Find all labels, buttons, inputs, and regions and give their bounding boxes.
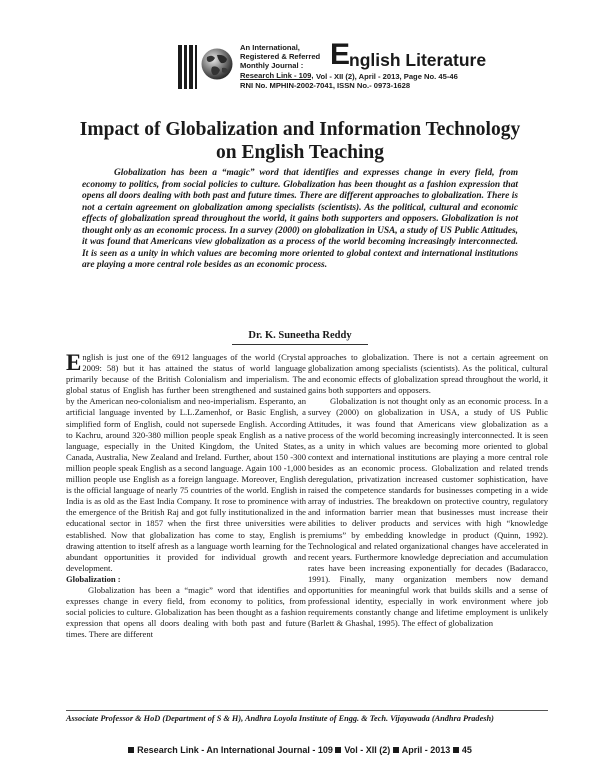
abstract: Globalization has been a “magic” word that identifies and expresses change in every field, from economy to politics, from social policies to culture. Globalization has been thought as a fashion expression that opens all doors dealing with both past and future times. There are different approaches to globalization. There is not a certain agreement on globalization among specialists (scientists). As the political, cultural and economic effects of globalization spread throughout the world, it gains both supporters and opposers. Globalization is not thought only as an economic process. In a survey (2000) on globalization in USA, a study of US Public Attitudes, it was found that Americans view globalization as a process of the world becoming increasingly interconnected. It is seen as a unity in which values are becoming more oriented to global context and international institutions are playing a more central role besides as an economic process. xyxy=(82,168,518,270)
paragraph-approaches: approaches to globalization. There is not a certain agreement on globalization among specialists (scientists). As the political, cultural and economic effects of globalization spread throughout the world, it gains both supporters and opposers. xyxy=(308,352,548,396)
journal-section-title: nglish Literature xyxy=(349,50,487,70)
author-byline xyxy=(0,330,600,341)
section-heading-globalization: Globalization : xyxy=(66,573,121,584)
meta-line-3: Monthly Journal : xyxy=(240,61,304,71)
meta-line-2: Registered & Referred xyxy=(240,52,321,62)
author-affiliation: Associate Professor & HoD (Department of S & H), Andhra Loyola Institute of Engg. & Tech. Vijayawada (Andhra Pradesh) xyxy=(66,714,494,723)
journal-link[interactable]: Research Link - 109, xyxy=(240,70,314,80)
footer-date: April - 2013 xyxy=(401,745,451,755)
meta-line-1: An International, xyxy=(240,43,300,52)
bullet-square-icon xyxy=(335,747,341,753)
author-divider xyxy=(232,344,368,345)
article-title-line-2: on English Teaching xyxy=(216,142,384,163)
footer-journal: Research Link - An International Journal - 109 xyxy=(137,745,333,755)
author-name: K. Suneetha Reddy xyxy=(264,330,352,341)
bullet-square-icon xyxy=(393,747,399,753)
drop-cap: E xyxy=(66,350,82,375)
paragraph-globalization: Globalization has been a “magic” word that identifies and expresses change in every field, from economy to politics, from social policies to culture. Globalization has been thought as a fashion expression that opens all doors dealing with both past and future times. There are different xyxy=(66,584,306,640)
bullet-square-icon xyxy=(453,747,459,753)
body-column-right xyxy=(308,352,548,629)
footer-divider xyxy=(66,710,548,711)
journal-header xyxy=(178,40,538,96)
page-number: 45 xyxy=(461,745,472,755)
body-column-left xyxy=(66,352,306,640)
article-title-line-1: Impact of Globalization and Information Technology xyxy=(79,119,521,140)
header-bars-icon xyxy=(178,45,200,89)
globe-icon xyxy=(200,46,234,82)
article-title xyxy=(40,118,560,164)
footer-volume: Vol - XII (2) xyxy=(344,745,391,755)
author-prefix: Dr. xyxy=(248,330,263,341)
paragraph-intro-text: nglish is just one of the 6912 languages of the world (Crystal 2009: 58) but it has attained the status of world language primarily because of the British Colonialism and imperialism. The global status of English has further been strengthened and sustained by the American neo-colonialism and neo-imperialism. Esperanto, an artificial language invented by L.L.Zamenhof, or Basic English, a simplified form of English, could not supersede English. According to Kachru, around 320-380 million people speak English as a native language, especially in the United Kingdom, the United States, Canada, Australia, New Zealand and Ireland. Further, about 150 -300 million people speak English as a second language. Again 100 -1,000 million people use English as a foreign language. Moreover, English is the official language of nearly 75 countries of the world. English in India is as old as the East India Company. It rose to prominence with the emergence of the British Raj and got fully institutionalized in the educational sector in 1857 when the first three universities were established. Now that globalization has come to stay, English is drawing attention to itself afresh as a language worth learning for the abundant opportunities it provided for individual growth and development. xyxy=(66,352,306,573)
journal-initial: E xyxy=(330,38,351,71)
paragraph-economic-process: Globalization is not thought only as an economic process. In a survey (2000) on globalization in USA, a study of US Public Attitudes, it was found that Americans view globalization as a process of the world becoming increasingly interconnected. It is seen as a unity in which values are becoming more oriented to global context and international institutions are playing a more central role besides as an economic process. Globalization and related trends deregulation, privatization increased customer sophistication, have raised the competence standards for businesses competing in a wide array of industries. The breakdown on protective country, regulatory and information barrier mean that businesses must increase their abilities to deliver products and services with high “knowledge premiums” by embedding knowledge in product (Quinn, 1992). Technological and related organizational changes have accelerated in recent years. Furthermore knowledge depreciation and accumulation rates have been increasing exponentially for decades (Badaracco, 1991). Finally, many organization members now demand opportunities for meaningful work that builds skills and a sense of professional identity, especially in work environment where job requirements constantly change and lifetime employment is unlikely (Barlett & Ghashal, 1995). The effect of globalization xyxy=(308,396,548,629)
journal-rni: RNI No. MPHIN-2002-7041, ISSN No.- 0973-1628 xyxy=(240,81,411,90)
journal-issue: Vol - XII (2), April - 2013, Page No. 45-46 xyxy=(316,71,458,81)
paragraph-intro xyxy=(66,352,306,574)
page-footer xyxy=(0,745,600,755)
bullet-square-icon xyxy=(128,747,134,753)
